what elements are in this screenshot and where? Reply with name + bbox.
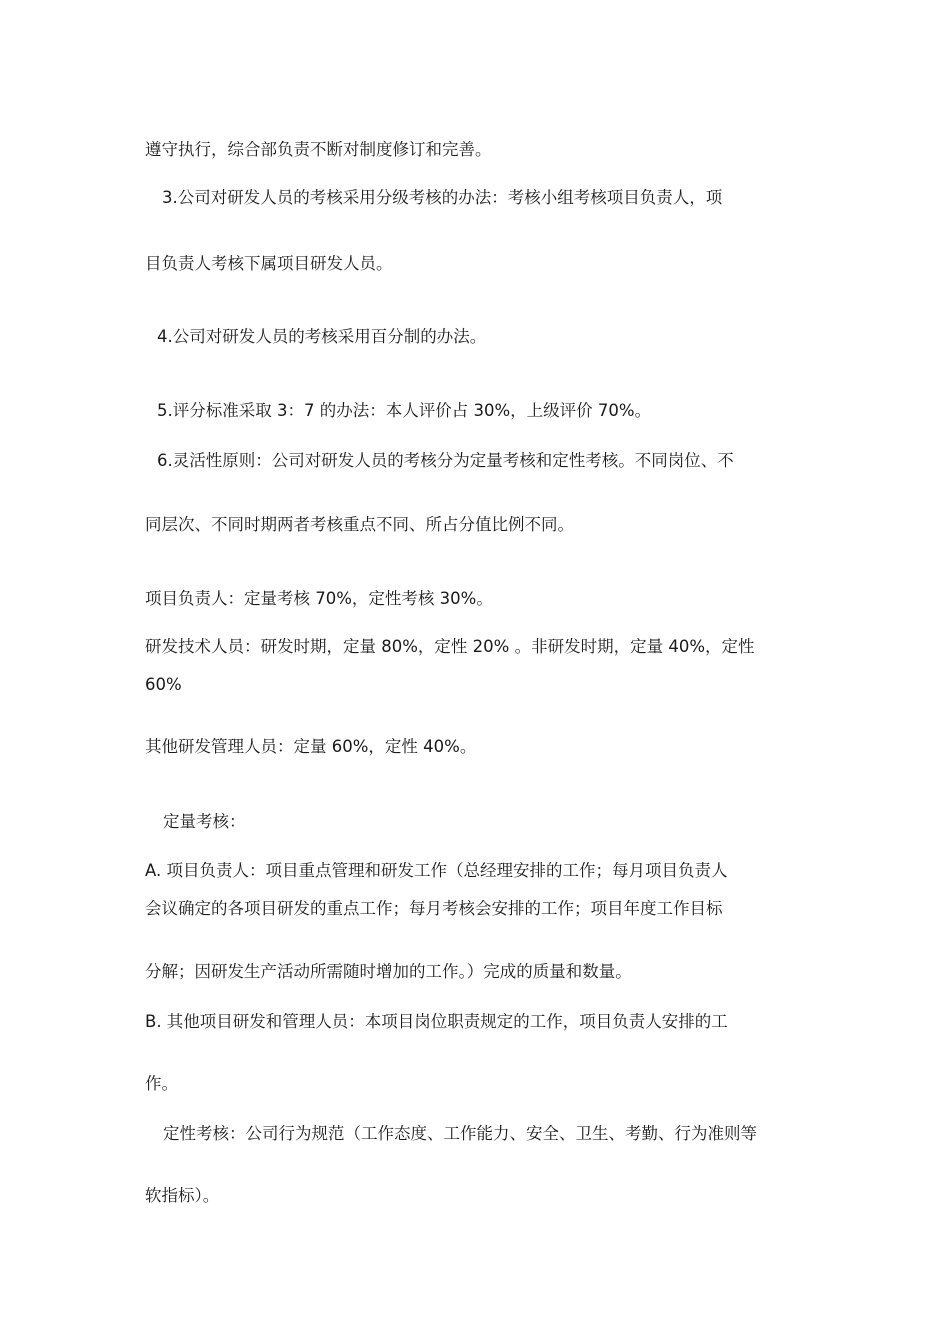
section-heading: 定量考核： bbox=[163, 812, 246, 831]
paragraph-line: 研发技术人员：研发时期，定量 80%，定性 20% 。非研发时期，定量 40%，定性 bbox=[145, 637, 755, 656]
paragraph-line: 项目负责人：定量考核 70%，定性考核 30%。 bbox=[145, 589, 493, 608]
paragraph-line: 分解；因研发生产活动所需随时增加的工作。）完成的质量和数量。 bbox=[145, 962, 632, 981]
paragraph-line: 6.灵活性原则：公司对研发人员的考核分为定量考核和定性考核。不同岗位、不 bbox=[157, 451, 734, 470]
paragraph-line: 会议确定的各项目研发的重点工作；每月考核会安排的工作；项目年度工作目标 bbox=[145, 899, 723, 918]
paragraph-line: A. 项目负责人：项目重点管理和研发工作（总经理安排的工作；每月项目负责人 bbox=[145, 861, 728, 880]
paragraph-line: 目负责人考核下属项目研发人员。 bbox=[145, 254, 393, 273]
paragraph-line: 遵守执行，综合部负责不断对制度修订和完善。 bbox=[145, 140, 492, 159]
paragraph-line: 60% bbox=[145, 675, 182, 694]
paragraph-line: 同层次、不同时期两者考核重点不同、所占分值比例不同。 bbox=[145, 515, 574, 534]
paragraph-line: 3.公司对研发人员的考核采用分级考核的办法：考核小组考核项目负责人，项 bbox=[162, 188, 723, 207]
paragraph-line: 作。 bbox=[145, 1074, 178, 1093]
paragraph-line: 定性考核：公司行为规范（工作态度、工作能力、安全、卫生、考勤、行为准则等 bbox=[163, 1124, 757, 1143]
paragraph-line: 其他研发管理人员：定量 60%，定性 40%。 bbox=[145, 737, 477, 756]
paragraph-line: 软指标）。 bbox=[145, 1186, 220, 1205]
paragraph-line: 4.公司对研发人员的考核采用百分制的办法。 bbox=[157, 327, 487, 346]
paragraph-line: B. 其他项目研发和管理人员：本项目岗位职责规定的工作，项目负责人安排的工 bbox=[145, 1012, 728, 1031]
paragraph-line: 5.评分标准采取 3：7 的办法：本人评价占 30%，上级评价 70%。 bbox=[157, 401, 652, 420]
